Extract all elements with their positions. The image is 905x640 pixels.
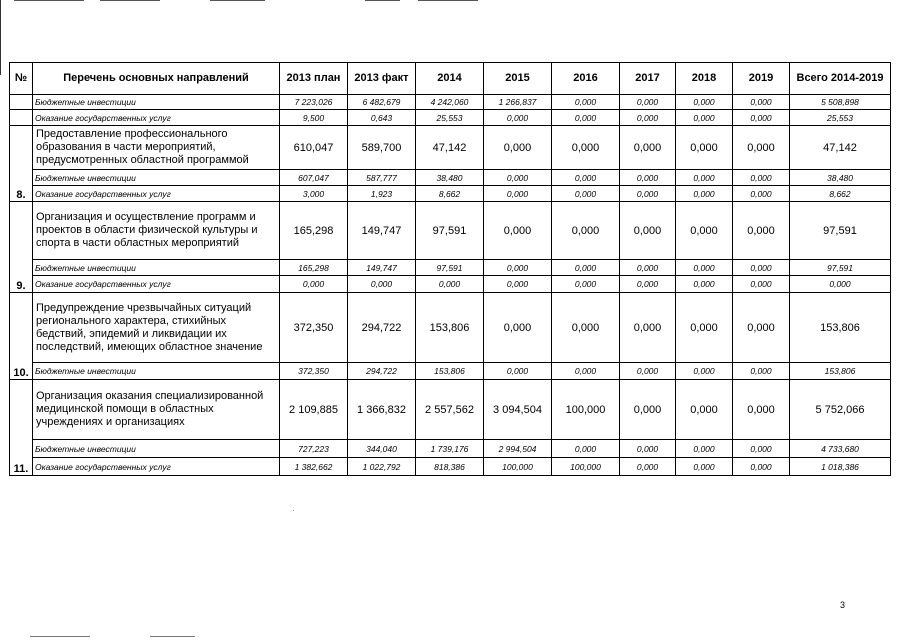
value-cell: 0,000 — [733, 186, 790, 202]
value-cell: 0,000 — [676, 458, 733, 476]
value-cell: 5 508,898 — [790, 95, 891, 110]
value-cell: 153,806 — [790, 293, 891, 363]
header-2013-plan: 2013 план — [280, 63, 348, 95]
direction-title: Организация и осуществление программ и проектов в области физической культуры и спорта в части областных мероприятий — [33, 202, 280, 260]
table-row-direction — [10, 202, 891, 260]
header-2016: 2016 — [552, 63, 620, 95]
value-cell: 8,662 — [790, 186, 891, 202]
table-row-direction — [10, 126, 891, 170]
value-cell: 589,700 — [348, 126, 416, 170]
value-cell: 0,000 — [733, 202, 790, 260]
value-cell: 607,047 — [280, 170, 348, 186]
value-cell: 149,747 — [348, 260, 416, 276]
row-number-cell: 10. — [10, 293, 33, 380]
budget-table — [9, 62, 891, 476]
value-cell: 610,047 — [280, 126, 348, 170]
value-cell: 372,350 — [280, 363, 348, 380]
table-row-detail — [10, 110, 891, 126]
value-cell: 294,722 — [348, 363, 416, 380]
table-row-detail — [10, 440, 891, 458]
value-cell: 6 482,679 — [348, 95, 416, 110]
value-cell: 0,000 — [552, 202, 620, 260]
value-cell: 344,040 — [348, 440, 416, 458]
value-cell: 0,000 — [733, 276, 790, 293]
value-cell: 9,500 — [280, 110, 348, 126]
value-cell: 97,591 — [416, 260, 484, 276]
row-number-cell: 8. — [10, 126, 33, 202]
value-cell: 0,000 — [280, 276, 348, 293]
value-cell: 0,000 — [620, 458, 676, 476]
table-row-detail — [10, 363, 891, 380]
value-cell: 1 266,837 — [484, 95, 552, 110]
table-row-detail — [10, 170, 891, 186]
table-row-detail — [10, 186, 891, 202]
value-cell: 0,000 — [676, 363, 733, 380]
value-cell: 0,000 — [552, 186, 620, 202]
value-cell: 47,142 — [790, 126, 891, 170]
detail-label: Бюджетные инвестиции — [33, 95, 280, 110]
value-cell: 165,298 — [280, 202, 348, 260]
value-cell: 0,000 — [676, 95, 733, 110]
header-total: Всего 2014-2019 — [790, 63, 891, 95]
value-cell: 0,000 — [733, 95, 790, 110]
value-cell: 0,000 — [552, 293, 620, 363]
value-cell: 0,000 — [552, 363, 620, 380]
value-cell: 0,000 — [552, 110, 620, 126]
value-cell: 4 242,060 — [416, 95, 484, 110]
detail-label: Бюджетные инвестиции — [33, 363, 280, 380]
direction-title: Организация оказания специализированной медицинской помощи в областных учреждениях и организациях — [33, 380, 280, 440]
value-cell: 1 022,792 — [348, 458, 416, 476]
value-cell: 0,000 — [348, 276, 416, 293]
value-cell: 2 109,885 — [280, 380, 348, 440]
value-cell: 153,806 — [416, 293, 484, 363]
value-cell: 165,298 — [280, 260, 348, 276]
row-number-cell — [10, 95, 33, 110]
value-cell: 1 018,386 — [790, 458, 891, 476]
value-cell: 0,000 — [676, 110, 733, 126]
value-cell: 0,000 — [620, 202, 676, 260]
value-cell: 0,000 — [552, 126, 620, 170]
value-cell: 0,000 — [676, 126, 733, 170]
value-cell: 0,000 — [676, 170, 733, 186]
value-cell: 0,000 — [676, 186, 733, 202]
value-cell: 149,747 — [348, 202, 416, 260]
value-cell: 0,000 — [620, 170, 676, 186]
value-cell: 153,806 — [790, 363, 891, 380]
value-cell: 1,923 — [348, 186, 416, 202]
header-directions: Перечень основных направлений — [33, 63, 280, 95]
value-cell: 0,000 — [620, 126, 676, 170]
header-number: № — [10, 63, 33, 95]
value-cell: 0,000 — [484, 186, 552, 202]
table-row-detail — [10, 95, 891, 110]
value-cell: 4 733,680 — [790, 440, 891, 458]
table-row-detail — [10, 458, 891, 476]
value-cell: 2 557,562 — [416, 380, 484, 440]
detail-label: Оказание государственных услуг — [33, 458, 280, 476]
value-cell: 100,000 — [552, 380, 620, 440]
value-cell: 0,000 — [676, 276, 733, 293]
value-cell: 0,000 — [552, 260, 620, 276]
detail-label: Оказание государственных услуг — [33, 186, 280, 202]
value-cell: 8,662 — [416, 186, 484, 202]
table-body — [10, 95, 891, 476]
value-cell: 0,000 — [733, 110, 790, 126]
value-cell: 0,000 — [676, 293, 733, 363]
value-cell: 0,000 — [790, 276, 891, 293]
header-2018: 2018 — [676, 63, 733, 95]
value-cell: 0,000 — [676, 440, 733, 458]
row-number-cell: 9. — [10, 202, 33, 293]
detail-label: Оказание государственных услуг — [33, 276, 280, 293]
header-2015: 2015 — [484, 63, 552, 95]
value-cell: 0,000 — [620, 293, 676, 363]
value-cell: 0,000 — [620, 363, 676, 380]
value-cell: 0,000 — [620, 95, 676, 110]
value-cell: 0,000 — [620, 110, 676, 126]
value-cell: 0,000 — [484, 202, 552, 260]
value-cell: 372,350 — [280, 293, 348, 363]
value-cell: 0,000 — [733, 126, 790, 170]
table-row-direction — [10, 293, 891, 363]
value-cell: 0,000 — [620, 440, 676, 458]
value-cell: 0,000 — [733, 380, 790, 440]
value-cell: 0,000 — [733, 440, 790, 458]
header-2017: 2017 — [620, 63, 676, 95]
direction-title: Предоставление профессионального образования в части мероприятий, предусмотренных областной программой — [33, 126, 280, 170]
value-cell: 0,000 — [733, 260, 790, 276]
value-cell: 0,000 — [484, 363, 552, 380]
value-cell: 727,223 — [280, 440, 348, 458]
detail-label: Бюджетные инвестиции — [33, 170, 280, 186]
value-cell: 0,000 — [484, 126, 552, 170]
value-cell: 0,000 — [620, 260, 676, 276]
value-cell: 0,000 — [733, 363, 790, 380]
value-cell: 0,000 — [484, 260, 552, 276]
value-cell: 97,591 — [790, 260, 891, 276]
detail-label: Оказание государственных услуг — [33, 110, 280, 126]
value-cell: 25,553 — [790, 110, 891, 126]
value-cell: 0,000 — [676, 202, 733, 260]
value-cell: 0,000 — [484, 110, 552, 126]
value-cell: 100,000 — [552, 458, 620, 476]
value-cell: 0,000 — [552, 440, 620, 458]
value-cell: 2 994,504 — [484, 440, 552, 458]
value-cell: 47,142 — [416, 126, 484, 170]
value-cell: 1 382,662 — [280, 458, 348, 476]
value-cell: 0,000 — [733, 458, 790, 476]
value-cell: 153,806 — [416, 363, 484, 380]
value-cell: 0,000 — [416, 276, 484, 293]
header-2014: 2014 — [416, 63, 484, 95]
row-number-cell: 11. — [10, 380, 33, 476]
header-2019: 2019 — [733, 63, 790, 95]
value-cell: 0,000 — [552, 170, 620, 186]
page-number: 3 — [840, 600, 846, 610]
value-cell: 0,000 — [676, 380, 733, 440]
value-cell: 1 366,832 — [348, 380, 416, 440]
detail-label: Бюджетные инвестиции — [33, 440, 280, 458]
detail-label: Бюджетные инвестиции — [33, 260, 280, 276]
value-cell: 0,000 — [620, 276, 676, 293]
value-cell: 7 223,026 — [280, 95, 348, 110]
header-2013-fact: 2013 факт — [348, 63, 416, 95]
header-row — [10, 63, 891, 95]
value-cell: 0,000 — [620, 380, 676, 440]
value-cell: 100,000 — [484, 458, 552, 476]
direction-title: Предупреждение чрезвычайных ситуаций регионального характера, стихийных бедствий, эпидемий и ликвидации их последствий, имеющих областное значение — [33, 293, 280, 363]
value-cell: 38,480 — [790, 170, 891, 186]
table-row-direction — [10, 380, 891, 440]
row-number-cell — [10, 110, 33, 126]
value-cell: 0,000 — [484, 293, 552, 363]
value-cell: 97,591 — [416, 202, 484, 260]
value-cell: 0,000 — [552, 276, 620, 293]
table-row-detail — [10, 276, 891, 293]
value-cell: 294,722 — [348, 293, 416, 363]
value-cell: 97,591 — [790, 202, 891, 260]
value-cell: 3 094,504 — [484, 380, 552, 440]
value-cell: 38,480 — [416, 170, 484, 186]
value-cell: 5 752,066 — [790, 380, 891, 440]
value-cell: 0,000 — [676, 260, 733, 276]
value-cell: 1 739,176 — [416, 440, 484, 458]
value-cell: 0,000 — [484, 276, 552, 293]
value-cell: 587,777 — [348, 170, 416, 186]
scan-mark: · — [292, 506, 295, 515]
value-cell: 0,000 — [620, 186, 676, 202]
value-cell: 0,000 — [733, 170, 790, 186]
value-cell: 0,000 — [552, 95, 620, 110]
value-cell: 3,000 — [280, 186, 348, 202]
value-cell: 818,386 — [416, 458, 484, 476]
value-cell: 0,643 — [348, 110, 416, 126]
value-cell: 25,553 — [416, 110, 484, 126]
value-cell: 0,000 — [484, 170, 552, 186]
value-cell: 0,000 — [733, 293, 790, 363]
table-row-detail — [10, 260, 891, 276]
